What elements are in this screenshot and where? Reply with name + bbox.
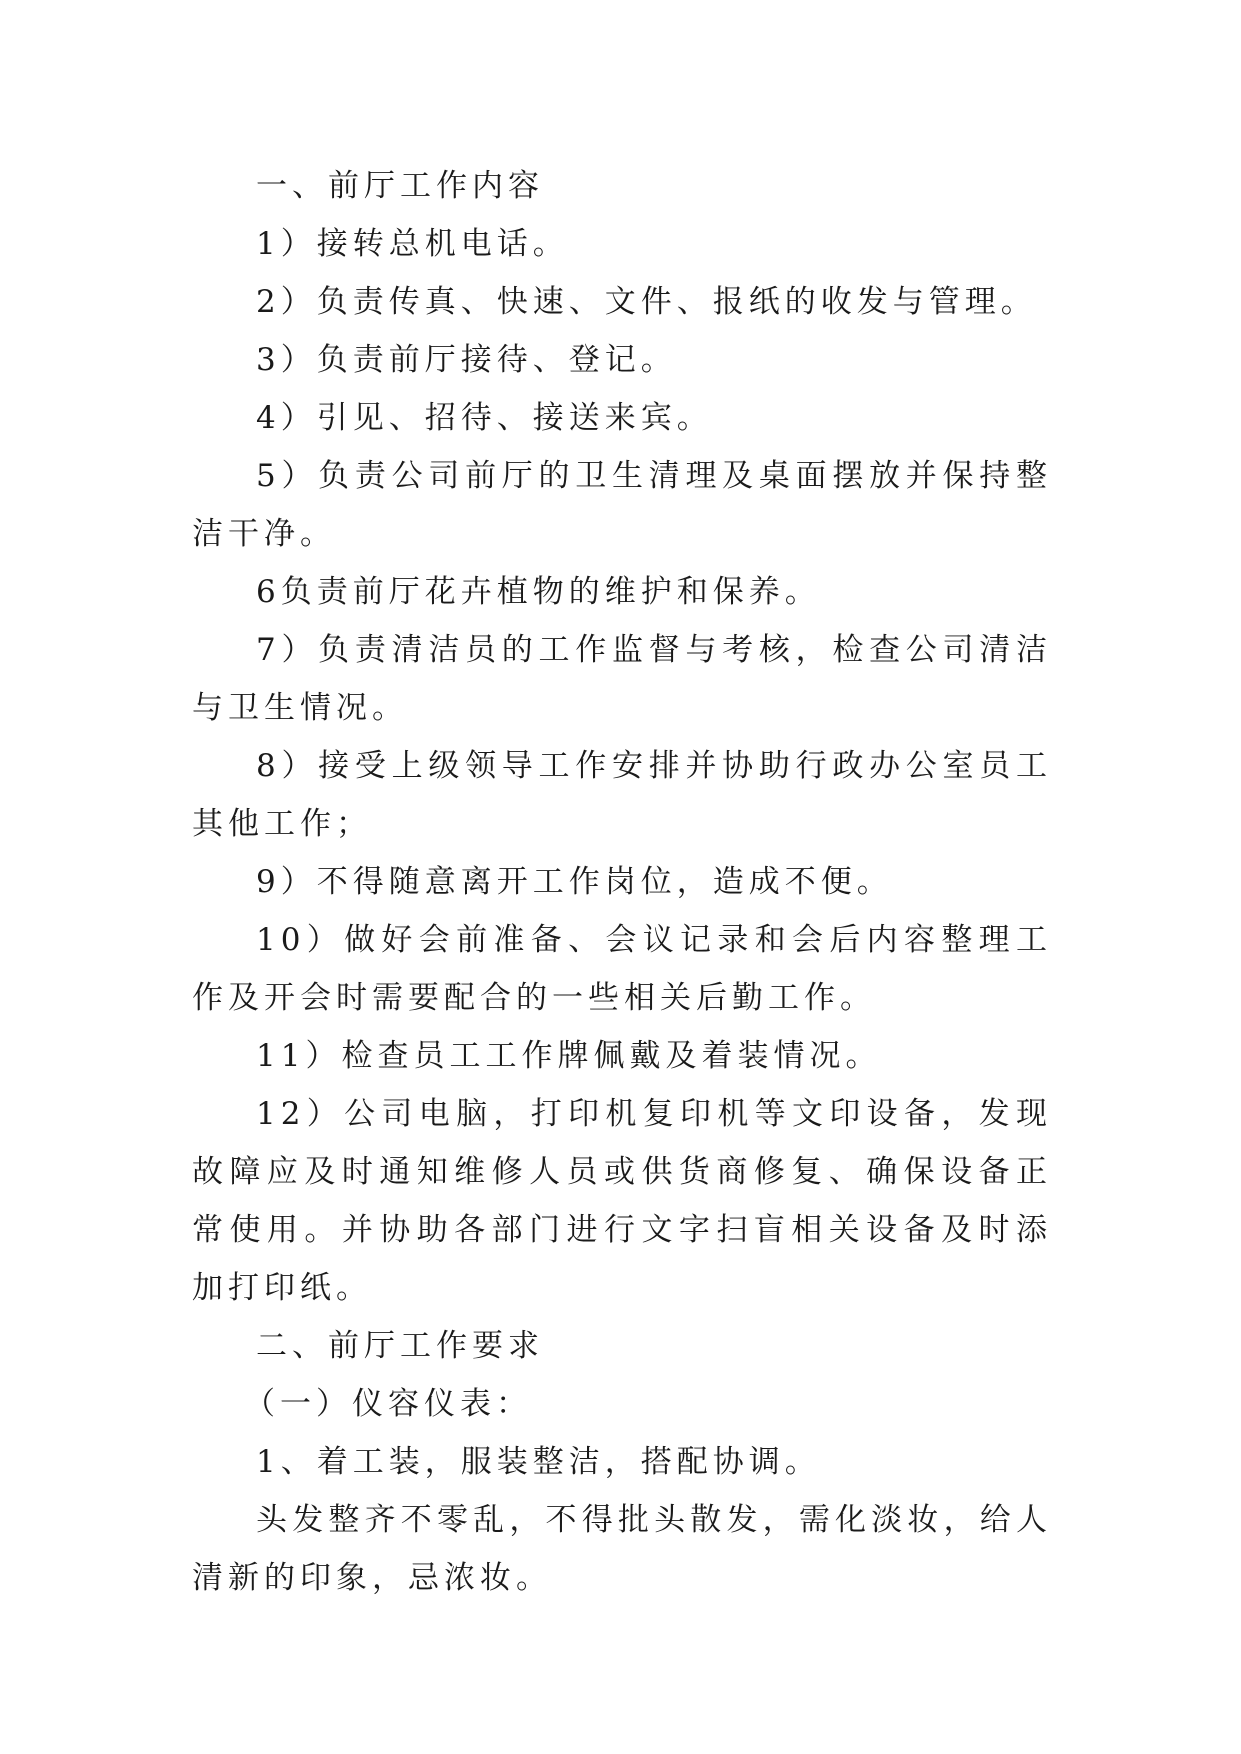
list-item: 2）负责传真、快速、文件、报纸的收发与管理。 xyxy=(256,284,1037,320)
subsection-heading: （一）仪容仪表： xyxy=(244,1386,532,1422)
list-item: 1）接转总机电话。 xyxy=(256,226,569,262)
list-item: 5）负责公司前厅的卫生清理及桌面摆放并保持整洁干净。 xyxy=(192,458,1052,552)
list-item: 7）负责清洁员的工作监督与考核，检查公司清洁与卫生情况。 xyxy=(192,632,1052,726)
list-item: 11）检查员工工作牌佩戴及着装情况。 xyxy=(256,1038,882,1074)
list-item: 4）引见、招待、接送来宾。 xyxy=(256,400,713,436)
list-item: 6负责前厅花卉植物的维护和保养。 xyxy=(256,574,821,610)
section-heading-1: 一、前厅工作内容 xyxy=(256,168,544,204)
list-item: 1、着工装，服装整洁，搭配协调。 xyxy=(256,1444,821,1480)
list-item: 3）负责前厅接待、登记。 xyxy=(256,342,677,378)
list-item: 9）不得随意离开工作岗位，造成不便。 xyxy=(256,864,893,900)
section-heading-2: 二、前厅工作要求 xyxy=(256,1328,544,1364)
list-item: 10）做好会前准备、会议记录和会后内容整理工作及开会时需要配合的一些相关后勤工作。 xyxy=(192,922,1052,1016)
list-item: 8）接受上级领导工作安排并协助行政办公室员工其他工作； xyxy=(192,748,1052,842)
list-item: 12）公司电脑，打印机复印机等文印设备，发现故障应及时通知维修人员或供货商修复、确保设备正常使用。并协助各部门进行文字扫盲相关设备及时添加打印纸。 xyxy=(192,1096,1052,1306)
body-paragraph: 头发整齐不零乱，不得批头散发，需化淡妆，给人清新的印象，忌浓妆。 xyxy=(192,1502,1052,1596)
document-body xyxy=(192,157,1052,1607)
